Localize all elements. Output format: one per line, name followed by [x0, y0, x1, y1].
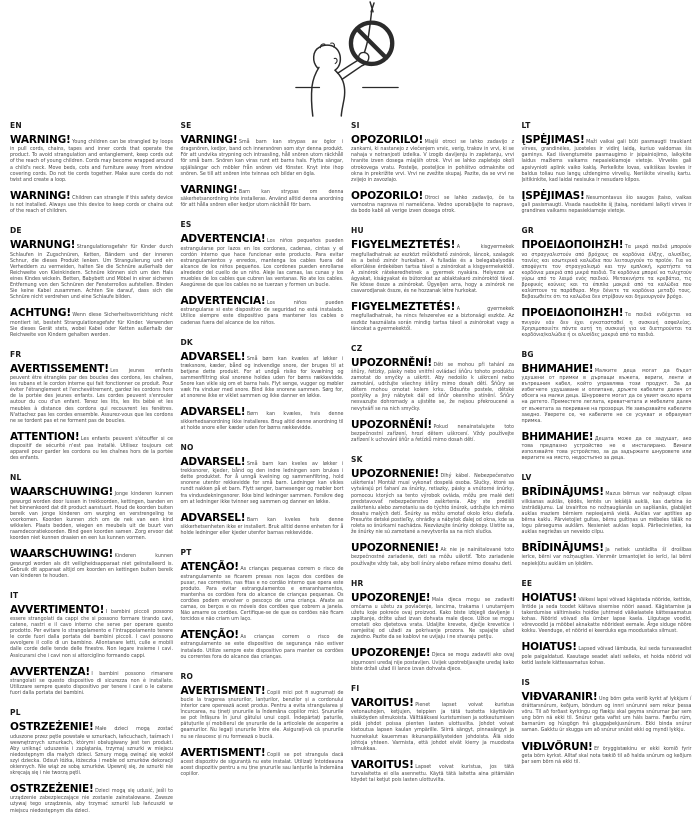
- language-block: [522, 350, 692, 463]
- warning-body: Les enfants peuvent s'étouffer si ce dispositif de sécurité n'est pas installé. Utilisez toujours cet appareil pour garder les cordons ou les chaînes hors de la portée des enfants.: [10, 436, 173, 462]
- warning-paragraph: [181, 512, 344, 537]
- warning-heading: ATTENTION!: [10, 430, 80, 443]
- warning-paragraph: [10, 604, 173, 660]
- warning-paragraph: [181, 233, 344, 289]
- column: [522, 121, 692, 826]
- warning-body: Barn kan kveles hvis denne sikkerhetsenheten ikke er installert. Bruk alltid denne enheten for å holde ledninger eller kjeder utenfor barnas rekkevidde.: [180, 517, 344, 537]
- warning-body: Nesumontavus šio saugos įtaiso, vaikas gali pasismaugti. Visada naudokite šį įtaisą, norėdami laikyti virves ir grandines vaikams nepasiekiamoje vietoje.: [521, 195, 692, 215]
- warning-heading: ADVERTENCIA!: [180, 295, 266, 308]
- language-code: LV: [521, 473, 532, 483]
- warning-body: Les jeunes enfants peuvent être étranglés par des boucles des cordons, les chaînes, les rubans et le cordon interne qui fait fonctionner ce produit. Pour éviter l'étranglement et l'enchevêtrement, gardez les cordons hors de la portée des jeunes enfants. Les cordes peuvent s'enrouler autour du cou d'un enfant. Tenez les lits, les lits bébé et les meubles à distance des cordons qui recouvrent les fenêtres. N'attachez pas les cordes ensemble. Assurez-vous que les cordons ne se tordent pas et ne forment pas de boucles.: [10, 368, 173, 424]
- language-block: [522, 473, 692, 567]
- warning-paragraph: [522, 542, 692, 567]
- warning-body: As crianças correm o risco de estrangulamento se este dispositivo de segurança não estiver instalado. Utilize sempre este dispositivo para manter os cordões ou correntes fora do alcance das crianças.: [180, 635, 344, 660]
- warning-paragraph: [10, 134, 173, 184]
- column: [351, 121, 514, 826]
- language-block: [181, 121, 344, 209]
- warning-body: Barn kan strypas om denna säkerhetsanordning inte installeras. Använd alltid denna anordning för att hålla snören eller kedjor utom räckhåll för barn.: [180, 189, 344, 209]
- warning-paragraph: [351, 419, 514, 444]
- warning-heading: AVERTISMENT!: [180, 684, 266, 697]
- warning-heading: ADVARSEL!: [180, 455, 246, 468]
- language-code: IT: [10, 590, 19, 600]
- language-code: DE: [10, 226, 22, 236]
- warning-heading: AVERTISMENT!: [180, 746, 266, 759]
- language-code: DK: [180, 337, 193, 347]
- language-block: [522, 121, 692, 215]
- column: [181, 121, 344, 826]
- warning-heading: WARNUNG!: [10, 239, 76, 252]
- language-code: LT: [521, 121, 531, 130]
- warning-paragraph: [181, 184, 344, 209]
- warning-body: Kinderen kunnen gewurgd worden als dit veiligheidsapparaat niet geïnstalleerd is. Gebruik dit apparaat altijd om koorden en kettingen buiten bereik van kinderen te houden.: [10, 554, 173, 579]
- language-block: [351, 344, 514, 444]
- warning-heading: VARNING!: [180, 134, 238, 146]
- warning-paragraph: [351, 697, 514, 753]
- warning-heading: ĮSPĖJIMAS!: [521, 134, 585, 146]
- warning-paragraph: [522, 239, 692, 301]
- warning-body: Lapset voivat kuristua, jos tätä turvalaitetta ei olla asennettu. Käytä tätä laitetta aina pitämään köydet tai ketjut pois lasten ulottuvilta.: [351, 764, 514, 784]
- language-code: PT: [180, 548, 192, 558]
- language-block: [522, 678, 692, 766]
- language-code: EN: [10, 121, 22, 130]
- warning-heading: WAARSCHUWING!: [10, 486, 114, 499]
- warning-heading: UPOZORENJE!: [351, 591, 431, 604]
- warning-heading: ACHTUNG!: [10, 307, 71, 320]
- warning-body: Children can strangle if this safety device is not installed. Always use this device to keep cords or chains out of the reach of children.: [10, 195, 173, 215]
- warning-body: Малките деца могат да бъдат удушени от примки в дърпащи въжета, вериги, ленти и вътрешния кабел, който управлява този продукт. За да избегнете удушаване и оплитане, дръжте кабелите далеч от обсега на малки деца. Шнуровете могат да се увият около врата на детето. Преместете леглата, креватчетата и мебелите далеч от въжетата за покриване на прозорци. Не завързвайте кабелите заедно. Уверете се, че кабелите не се усукват и образуват примка.: [521, 368, 692, 424]
- warning-heading: OSTRZEŻENIE!: [10, 721, 94, 734]
- warning-paragraph: [522, 134, 692, 184]
- warning-paragraph: [522, 741, 692, 766]
- warning-paragraph: [351, 759, 514, 784]
- warning-body: Τα μικρά παιδιά μπορούν να στραγγαλιστούν από βρόχους σε κορδόνια έλξης, αλυσίδες, ταινίες και εσωτερικά καλώδια που λειτουργούν το προϊόν. Για να αποφύγετε τον στραγγαλισμό και την εμπλοκή, κρατήστε τα κορδόνια μακριά από μικρά παιδιά. Τα κορδόνια μπορεί να τυλιχτούν γύρω από το λαιμό ενός παιδιού. Μετακινήστε τα κρεβάτια, τις βρεφικές κούνιες και τα έπιπλα μακριά από τα καλώδια που καλύπτουν τα παράθυρα. Μην δένετε τα κορδόνια μεταξύ τους. Βεβαιωθείτε ότι τα καλώδια δεν στρίβουν και δημιουργούν βρόχο.: [521, 245, 692, 301]
- warning-paragraph: [181, 629, 344, 661]
- warning-body: Jonge kinderen kunnen gewurgd worden door lussen in trekkoorden, kettingen, banden en het binnenkoord dat dit product aanstuurt. Houd de koorden buiten bereik van jonge kinderen om wurging en verstrengeling te voorkomen. Koorden kunnen zich om de nek van een kind wikkelen. Plaats bedden, wiegen en meubels uit de buurt van raamdecoratiekoorden. Bind geen koorden samen. Zorg ervoor dat koorden niet kunnen draaien en een lus kunnen vormen.: [10, 492, 173, 542]
- warning-heading: AVVERTIMENTO!: [10, 603, 105, 616]
- warning-heading: WARNING!: [10, 134, 71, 146]
- warning-paragraph: [522, 486, 692, 536]
- language-code: SI: [351, 121, 360, 130]
- warning-body: Mala djeca mogu se zadaviti omčama u užetu za povlačenje, lancima, trakama i unutarnjem užetu koje pokreće ovaj proizvod. Kako biste izbjegli davljenje i zaplitanje, držite užad izvan dohvata male djece. Užice se mogu omotati oko djetetova vrata. Udaljite krevete, dječje krevetiće i namještaj od užadi za pokrivanje prozora. Ne spajajte užad zajedno. Pazite da se kablovi ne uvijaju i ne stvaraju petlju.: [351, 597, 514, 641]
- warning-heading: UPOZORNĚNÍ!: [351, 356, 433, 369]
- warning-body: A kisgyermekek megfulladhatnak az eszközt működtető zsinórok, láncok, szalagok és a belső zsinór hurkaiban. A fulladás és a belegabalyodás elkerülése érdekében tartsa távol a zsinórokat a kisgyermekektől. A zsinórok rátekeredhetnek a gyermek nyakára. Helyezze az ágyakat, kiságyakat és bútorokat az ablaktakaró zsinóroktól távol. Ne kösse össze a zsinórokat. Ügyeljen arra, hogy a zsinórok ne csavarodjanak össze, és ne hozzanak létre hurkokat.: [351, 245, 514, 295]
- warning-paragraph: [522, 307, 692, 339]
- warning-heading: ВНИМАНИЕ!: [521, 430, 594, 443]
- warning-body: Mlajši otroci se lahko zadavijo z zankami, ki nastanejo z vlečenjem vrvic, verig, trakov in vrvi, ki se nahaja v notranjosti izdelka. V izogib davljenju in zapletanju, vrvi hranite izven dosega mlajših otrok. Vrvi se lahko zapletejo okoli otrokovega vratu. Postelje, posteljice in pohištvo odmaknite od okna in prekrižite vrvi. Vrvi ne zvežite skupaj. Pazite, da se vrvi ne zvijejo in zavozlajo.: [351, 140, 514, 183]
- warning-paragraph: [351, 190, 514, 215]
- language-block: [522, 579, 692, 667]
- warning-heading: UPOZORNĚNÍ!: [351, 418, 433, 431]
- warning-body: Wenn diese Sicherheitsvorrichtung nicht montiert ist, besteht Strangulationsgefahr für Kinder. Verwenden Sie dieses Gerät stets, wobei Kabel oder Ketten außerhalb der Reichweite von Kindern gehalten werden.: [10, 313, 173, 338]
- warning-paragraph: [181, 685, 344, 741]
- warning-paragraph: [181, 134, 344, 178]
- language-code: BG: [521, 349, 534, 359]
- language-columns: [10, 121, 694, 826]
- warning-heading: HOIATUS!: [521, 641, 577, 654]
- warning-paragraph: [351, 592, 514, 642]
- warning-body: Små børn kan kvæles af løkker i træksnore, kæder, bånd og indvendige snore, der bruges til at betjene dette produkt. For at undgå risiko for kvælning og sammenfiltring skal snorene holdes uden for børns rækkevidde. Snore kan vikle sig om et barns hals. Flyt senge, vugger og møbler væk fra vinduer med snore. Bind ikke snorene sammen. Sørg for, at snorene ikke er viklet sammen og ikke danner en løkke.: [180, 356, 344, 400]
- warning-paragraph: [351, 301, 514, 333]
- warning-paragraph: [10, 666, 173, 698]
- warning-paragraph: [351, 542, 514, 567]
- warning-heading: ATENÇÃO!: [180, 561, 239, 574]
- language-code: HU: [351, 226, 364, 236]
- strangulation-hazard-illustration: [293, 0, 401, 118]
- language-block: [181, 338, 344, 432]
- warning-paragraph: [10, 548, 173, 580]
- language-code: SE: [180, 121, 192, 130]
- warning-paragraph: [10, 431, 173, 463]
- warning-body: Dzieci mogą się udusić, jeśli to urządzenie zabezpieczające nie zostanie zainstalowane. Zawsze używaj tego urządzenia, aby trzymać sznurki lub łańcuszki w miejscu niedostępnym dla dzieci.: [10, 789, 173, 814]
- language-block: [10, 350, 173, 463]
- warning-paragraph: [522, 641, 692, 666]
- warning-heading: UPOZORENJE!: [351, 647, 431, 660]
- warning-heading: FIGYELMEZTETÉS!: [351, 239, 456, 252]
- warning-paragraph: [10, 721, 173, 777]
- warning-heading: AVVERTENZA!: [10, 665, 90, 678]
- warning-body: As crianças pequenas correm o risco de estrangulamento se ficarem presas nos laços dos cordões de puxar, nas correntes, nas fitas e no cordão interno que opera este produto. Para evitar estrangulamentos e emaranhamentos, mantenha os cordões fora do alcance de crianças pequenas. Os cordões podem envolver o pescoço de uma criança. Afaste as camas, os berços e os móveis dos cordões que cobrem a janela. Não amarre os cordões. Certifique-se de que os cordões não ficam torcidos e não criam um laço.: [180, 567, 344, 623]
- language-code: HR: [351, 578, 364, 588]
- warning-heading: ΠΡΟΕΙΔΟΠΟΙΗΣΗ!: [521, 239, 624, 252]
- warning-heading: ATENÇÃO!: [180, 629, 239, 642]
- language-block: [351, 579, 514, 673]
- warning-heading: VIÐLVÖRUN!: [521, 740, 593, 753]
- warning-body: Los niños pequeños pueden estrangularse por lazos en los cordones, cadenas, cintas y el cordón interno que hace funcionar este producto. Para evitar estrangulamientos y enredos, mantenga los cables fuera del alcance de los niños pequeños. Los cordones pueden enrollarse alrededor del cuello de un niño. Aleje las camas, las cunas y los muebles de los cables que cubren las ventanas. No ate los cables. Asegúrese de que los cables no se tuerzan y formen un bucle.: [180, 239, 344, 288]
- warning-body: Mazus bērnus var nožņaugt cilpas vilkšanas auklās, ķēdēs, lentēs un iekšējā auklā, kas darbina šo izstrādājumu. Lai izvairītos no nožņaugšanās un sapīšanās, glabājiet auklas maziem bērniem nepieejamā vietā. Auklas var aptīties ap bērna kaklu. Pārvietojiet gultas, bērnu gultiņas un mēbeles tālāk no logu pārseguma auklām. Nesieniet auklas kopā. Pārliecinieties, ka auklas negriežas un neveido cilpu.: [521, 492, 692, 536]
- warning-heading: UPOZORNENIE!: [351, 468, 439, 481]
- warning-paragraph: [351, 468, 514, 536]
- language-block: [10, 226, 173, 339]
- warning-paragraph: [10, 486, 173, 542]
- warning-body: Ef öryggistækinu er ekki komið fyrir geta börn kyrkst. Alltaf skal nota tækið til að halda snúrum og keðjum þar sem börn ná ekki til.: [521, 746, 692, 765]
- warning-body: Pokud nenainstalujete toto bezpečnostní zařízení, hrozí dětem uškrcení. Vždy používejte zařízení k uchování šňůr a řetízků mimo dosah dětí.: [351, 424, 514, 443]
- language-block: [181, 672, 344, 778]
- language-code: GR: [521, 226, 534, 236]
- warning-body: Ak nie je nainštalované toto bezpečnostné zariadenie, deti sa môžu uškrtiť. Toto zariadenie používajte vždy tak, aby boli šnúry alebo reťaze mimo dosahu detí.: [351, 548, 514, 567]
- warning-body: Väikesi lapsi võivad kägistada nööride, kettide, lintide ja seda toodet käitava sisemise nööri aasad. Kägistamise ja takerdumise vältimiseks hoidke juhtmeid väikelastele kättesaamatus kohas. Nöörid võivad olla ümber lapse kaela. Liigutage voodid, võrevoodid ja mööbel aknakatte nööridest eemale. Ärge siduge nööre kokku. Veenduge, et nöörid ei keerduks ega moodustaks silmust.: [521, 597, 692, 635]
- language-block: [181, 548, 344, 661]
- language-code: FI: [351, 683, 360, 693]
- warning-heading: ADVERTENCIA!: [180, 233, 266, 246]
- warning-body: Små barn kan kveles av løkker i trekksnorer, kjeder, bånd og den indre ledningen som brukes i dette produktet. For å unngå kvelning og sammenfiltring, hold snorene utenfor rekkevidde for små barn. Ledninger kan vikles rundt nakken på et barn. Flytt senger, barnesenger og møbler bort fra vindusdekningsnorer. Ikke bind ledninger sammen. Forsikre deg om at ledninger ikke tvinner seg sammen og danner en løkke.: [180, 461, 344, 505]
- warning-body: Lapsed võivad lämbuda, kui seda turvaseadist pole paigaldatud. Kasutage seadet alati selleks, et hoida nöörid või ketid lastele kättesaamatus kohas.: [521, 647, 692, 666]
- language-code: SK: [351, 455, 363, 465]
- warning-paragraph: [10, 783, 173, 815]
- language-code: PL: [10, 708, 21, 718]
- warning-heading: BRĪDINĀJUMS!: [521, 486, 604, 499]
- warning-body: Τα παιδιά ενδέχεται να πνιγούν εάν δεν έχει εγκατασταθεί η συσκευή ασφαλείας. Χρησιμοποιείτε πάντα αυτή τη συσκευή για να διατηρούνται τα κορδόνια/καλώδια ή οι αλυσίδες μακριά από τα παιδιά.: [521, 313, 692, 338]
- warning-heading: WARNING!: [10, 189, 71, 202]
- warning-body: Små barn kan strypas av öglor i dragsnören, kedjor, band och innersnören som styr denna produkt. För att undvika strypning och intrassling, håll snören utom räckhåll för små barn. Snören kan viras runt ett barns hals. Flytta sängar, spjälsängar och möbler från snören vid fönster. Knyt inte ihop snören. Se till att snören inte tvinnas och bildar en ögla.: [180, 140, 344, 177]
- warning-paragraph: [181, 561, 344, 623]
- warning-paragraph: [351, 357, 514, 413]
- language-block: [181, 443, 344, 537]
- language-block: [10, 121, 173, 215]
- warning-body: Dlhý kábel. Nebezpečenstvo uškrtenia! Montáž musí vykonať dospelá osoba. Slučky, ktoré sa vytvárajú pri ťahaní za šnúrky, retiazky, pásky a vnútorné šnúrky, pomocou ktorých sa tento výrobok ovláda, môžu pre malé deti predstavovať nebezpečenstvo zaškrtenia. Aby ste predišli zaškrteniu alebo zamotaniu sa do týchto šnúrok, udržujte ich mimo dosahu malých detí. Šnúrky sa môžu omotať okolo krku dieťaťa. Presuňte detské postieľky, ohrádky a nábytok ďalej od okna, kde sa roleta so šnúrkami nachádza. Nezväzujte šnúrky dokopy. Uistite sa, že šnúrky nie sú zamotané a nevytvorila sa na nich slučka.: [351, 474, 514, 536]
- warning-heading: ВНИМАНИЕ!: [521, 362, 594, 375]
- language-code: CZ: [351, 343, 363, 353]
- warning-body: Djeca se mogu zadaviti ako ovaj sigurnosni uređaj nije postavljen. Uvijek upotrebljavajte uređaj kako biste držali užad ili lance izvan dohvata djece.: [351, 653, 514, 672]
- warning-paragraph: [181, 406, 344, 431]
- warning-paragraph: [181, 747, 344, 779]
- warning-body: Copiii se pot strangula dacă acest dispozitiv de siguranță nu este instalat. Utilizați întotdeauna acest dispozitiv pentru a nu ține șnururile sau lanțurile la îndemâna copiilor.: [180, 752, 344, 778]
- warning-body: Maži vaikai gali būti pasmaugti traukiant virves, grandinėles, juosteles ir vidinį laidą, kuriuo valdomas šis gaminys. Kad išvengtumėte pasmaugimo ir įsipainiojimo, laikykite laidus mažiems vaikams nepasiekiamoje vietoje. Virvelės gali apsivynioti aplink vaiko kaklą. Perkelkite lovas, vaikiškas loveles ir baldus toliau nuo langų uždengimo virvelių. Neriškite virvelių kartu. Įsitikinkite, kad laidai nesisuka ir nesudaro kilpos.: [521, 140, 692, 183]
- warning-heading: VIÐVARANIR!: [521, 690, 598, 703]
- warning-heading: ADVARSEL!: [180, 350, 246, 363]
- language-code: EE: [521, 578, 533, 588]
- warning-heading: HOIATUS!: [521, 591, 577, 604]
- warning-paragraph: [522, 190, 692, 215]
- warning-body: Young children can be strangled by loops in pull cords, chains, tapes and inner cords that operate the product. To avoid strangulation and entanglement, keep cords out of the reach of young children. Cords may become wrapped around a child's neck. Move beds, cots and furniture away from window covering cords. Do not tie cords together. Make sure cords do not twist and create a loop.: [10, 140, 173, 183]
- warning-paragraph: [522, 363, 692, 425]
- warning-heading: OSTRZEŻENIE!: [10, 783, 94, 796]
- warning-heading: VARNING!: [180, 183, 238, 196]
- warning-paragraph: [10, 190, 173, 215]
- warning-body: I bambini possono rimanere strangolati se questo dispositivo di sicurezza non è installato. Utilizzare sempre questo dispositivo per tenere i cavi o le catene fuori dalla portata dei bambini.: [10, 671, 173, 697]
- warning-heading: ADVARSEL!: [180, 406, 246, 419]
- warning-heading: AVERTISSEMENT!: [10, 362, 109, 375]
- language-block: [10, 591, 173, 697]
- warning-body: Otroci se lahko zadavijo, če ta varnostna naprava ni nameščena. Vedno uporabljajte to napravo, da bodo kabli ali verige izven dosega otrok.: [351, 195, 514, 215]
- language-block: [351, 226, 514, 332]
- warning-body: Децата може да се задушат, ако това предпазно устройство не е инсталирано. Винаги използвайте това устройство, за да задържате шнуровете или веригите на място, недостъпно за деца.: [521, 436, 692, 462]
- language-code: NO: [180, 442, 194, 452]
- warning-paragraph: [522, 691, 692, 735]
- warning-paragraph: [10, 307, 173, 339]
- language-code: ES: [180, 220, 192, 230]
- warning-paragraph: [181, 456, 344, 506]
- language-code: NL: [10, 473, 22, 483]
- child-cord-prohibition-icon: [293, 0, 401, 118]
- language-block: [522, 226, 692, 339]
- warning-paragraph: [522, 592, 692, 636]
- language-block: [351, 455, 514, 568]
- warning-body: Małe dzieci mogą zostać uduszone przez pętle powstałe w sznurkach, łańcuchach, taśmach i wewnętrznych sznurkach, którymi obsługiwany jest ten produkt. Aby uniknąć uduszenia i zaplątania, trzymaj sznurki w miejscu niedostępnym dla małych dzieci. Sznury mogą owinąć się wokół szyi dziecka. Odsuń łóżka, łóżeczka i meble od sznurków dekoracji okiennych. Nie wiąż ze sobą sznurków. Upewnij się, że sznurki nie skręcają się i nie tworzą pętli.: [10, 727, 173, 776]
- warning-heading: BRĪDINĀJUMS!: [521, 542, 604, 555]
- warning-heading: VAROITUS!: [351, 696, 414, 709]
- warning-heading: ADVARSEL!: [180, 511, 246, 524]
- warning-body: Pienet lapset voivat kuristua vetonauhojen, ketjujen, teippien ja tätä tuotetta käyttävän sisäköyden silmukoista. Välttääksesi kuristumisen ja sotkeutumisen pidä johdot poissa pienten lasten ulottuvilta. Johdot voivat kietoutua lapsen kaulan ympärille. Siirrä sängyt, pinnasängyt ja huonekalut kauemmas ikkunanpäällysteiden johdoista. Älä sido johtoja yhteen. Varmista, että johdot eivät kierry ja muodosta silmukkaa.: [351, 702, 514, 752]
- warning-paragraph: [10, 363, 173, 425]
- warning-paragraph: [351, 134, 514, 184]
- language-block: [10, 708, 173, 814]
- language-code: RO: [180, 671, 194, 681]
- warning-body: Børn kan kvæles, hvis denne sikkerhedsanordning ikke installeres. Brug altid denne anordning til at holde snore eller kæder uden for børns rækkevidde.: [180, 412, 344, 431]
- warning-heading: WAARSCHUWING!: [10, 548, 114, 561]
- warning-paragraph: [10, 239, 173, 301]
- warning-heading: FIGYELMEZTETÉS!: [351, 301, 456, 314]
- warning-heading: OPOZORILO!: [351, 134, 424, 146]
- language-code: IS: [521, 677, 531, 687]
- warning-body: Los niños pueden estrangularse si este dispositivo de seguridad no está instalado. Utilice siempre este dispositivo para mantener los cables o cadenas fuera del alcance de los niños.: [180, 301, 344, 326]
- warning-paragraph: [351, 647, 514, 672]
- warning-heading: ĮSPĖJIMAS!: [521, 189, 585, 202]
- warning-body: Ja netiek uzstādīta šī drošības ierīce, bērni var nožņaugties. Vienmēr izmantojiet šo ierīci, lai bērni nepiekļūtu auklām un ķēdēm.: [521, 548, 692, 567]
- warning-heading: UPOZORNENIE!: [351, 542, 439, 555]
- warning-body: A gyermekek megfulladhatnak, ha nincs felszerelve ez a biztonsági eszköz. Az eszköz használata során mindig tartsa távol a zsinórokat vagy a láncokat a gyermekektől.: [351, 307, 514, 332]
- language-block: [351, 121, 514, 215]
- warning-paragraph: [351, 239, 514, 295]
- warning-paragraph: [181, 351, 344, 401]
- warning-body: Copiii mici pot fi sugrumați de bucle la tragerea șnururilor, lanțurilor, benzilor și a cordonului interior care operează acest produs. Pentru a evita strangularea și încurcarea, nu țineți șnururile la îndemâna copiilor mici. Șnururile se pot înfășura în jurul gâtului unui copil. Îndepărtați paturile, pătuțurile și mobilierul de șnururile de la articolele de acoperire a geamurilor. Nu legați șnururile între ele. Asigurați-vă că șnururile nu se răsucesc și nu formează o buclă.: [180, 690, 344, 740]
- warning-heading: VAROITUS!: [351, 758, 414, 771]
- warning-heading: OPOZORILO!: [351, 189, 424, 202]
- warning-body: Strangulationsgefahr für Kinder durch Schlaufen in Zugschnüren, Ketten, Bändern und der inneren Schnur, die dieses Produkt lenken. Um Strangulierung und ein Verheddern zu vermeiden, halten Sie die Schnüre außerhalb der Reichweite von Kleinkindern. Schnüre können sich um den Hals eines Kindes wickeln. Betten, Babybett und Möbel in einer sicheren Entfernung von den Schnüren der Fensterrollos aufstellen. Binden Sie keine Kabel zusammen. Achten Sie darauf, dass sich die Schnüre nicht verdrehen und eine Schlaufe bilden.: [10, 245, 173, 301]
- language-code: FR: [10, 349, 22, 359]
- warning-body: I bambini piccoli possono essere strangolati da cappi che si possono formare tirando cavi, catene, nastri e il cavo interno che serve per operare questo prodotto. Per evitare lo strangolamento e l'intrappolamento tenere le corde fuori dalla portata dei bambini piccoli. I cavi possono avvolgere il collo di un bambino. Allontanare letti, culle e mobili dalle corde delle tende delle finestre. Non legare insieme i cavi. Assicurarsi che i cavi non si attorciglino formando cappi.: [10, 609, 173, 659]
- warning-paragraph: [522, 431, 692, 463]
- column: [10, 121, 173, 826]
- language-block: [10, 473, 173, 579]
- language-block: [181, 220, 344, 326]
- warning-heading: ΠΡΟΕΙΔΟΠΟΙΗΣΗ!: [521, 307, 624, 320]
- warning-body: Děti se mohou při tahání za šňůry, řetízky, pásky nebo vnitřní ovládací šňůru tohoto produktu zamotat do smyčky a uškrtit. Aby nedošlo k uškrcení nebo zamotání, udržujte všechny šňůry mimo dosah dětí. Šňůry se dětem mohou omotat kolem krku. Odsuňte postele, dětské postýlky a jiný nábytek dál od šňůr okenního stínění. Šňůry nesvazujte dohromady a ujistěte se, že nejsou překroucené a nevytváří se na nich smyčky.: [351, 362, 514, 412]
- language-block: [351, 684, 514, 784]
- warning-paragraph: [181, 295, 344, 327]
- warning-body: Ung börn geta verið kyrkt af lykkjum í dráttarsnúrum, keðjum, böndum og innri snúrunni sem rekur þessa vöru. Til að forðast kyrkingu og flækju skal geyma snúrurnar þar sem ung börn ná ekki til. Snúrur geta vafist um háls barns. Færðu rúm, barnarúm og húsgögn frá gluggaþekjusnúrum. Ekki binda snúrur saman. Gakktu úr skugga um að snúrur snúist ekki og myndi lykkju.: [521, 696, 692, 734]
